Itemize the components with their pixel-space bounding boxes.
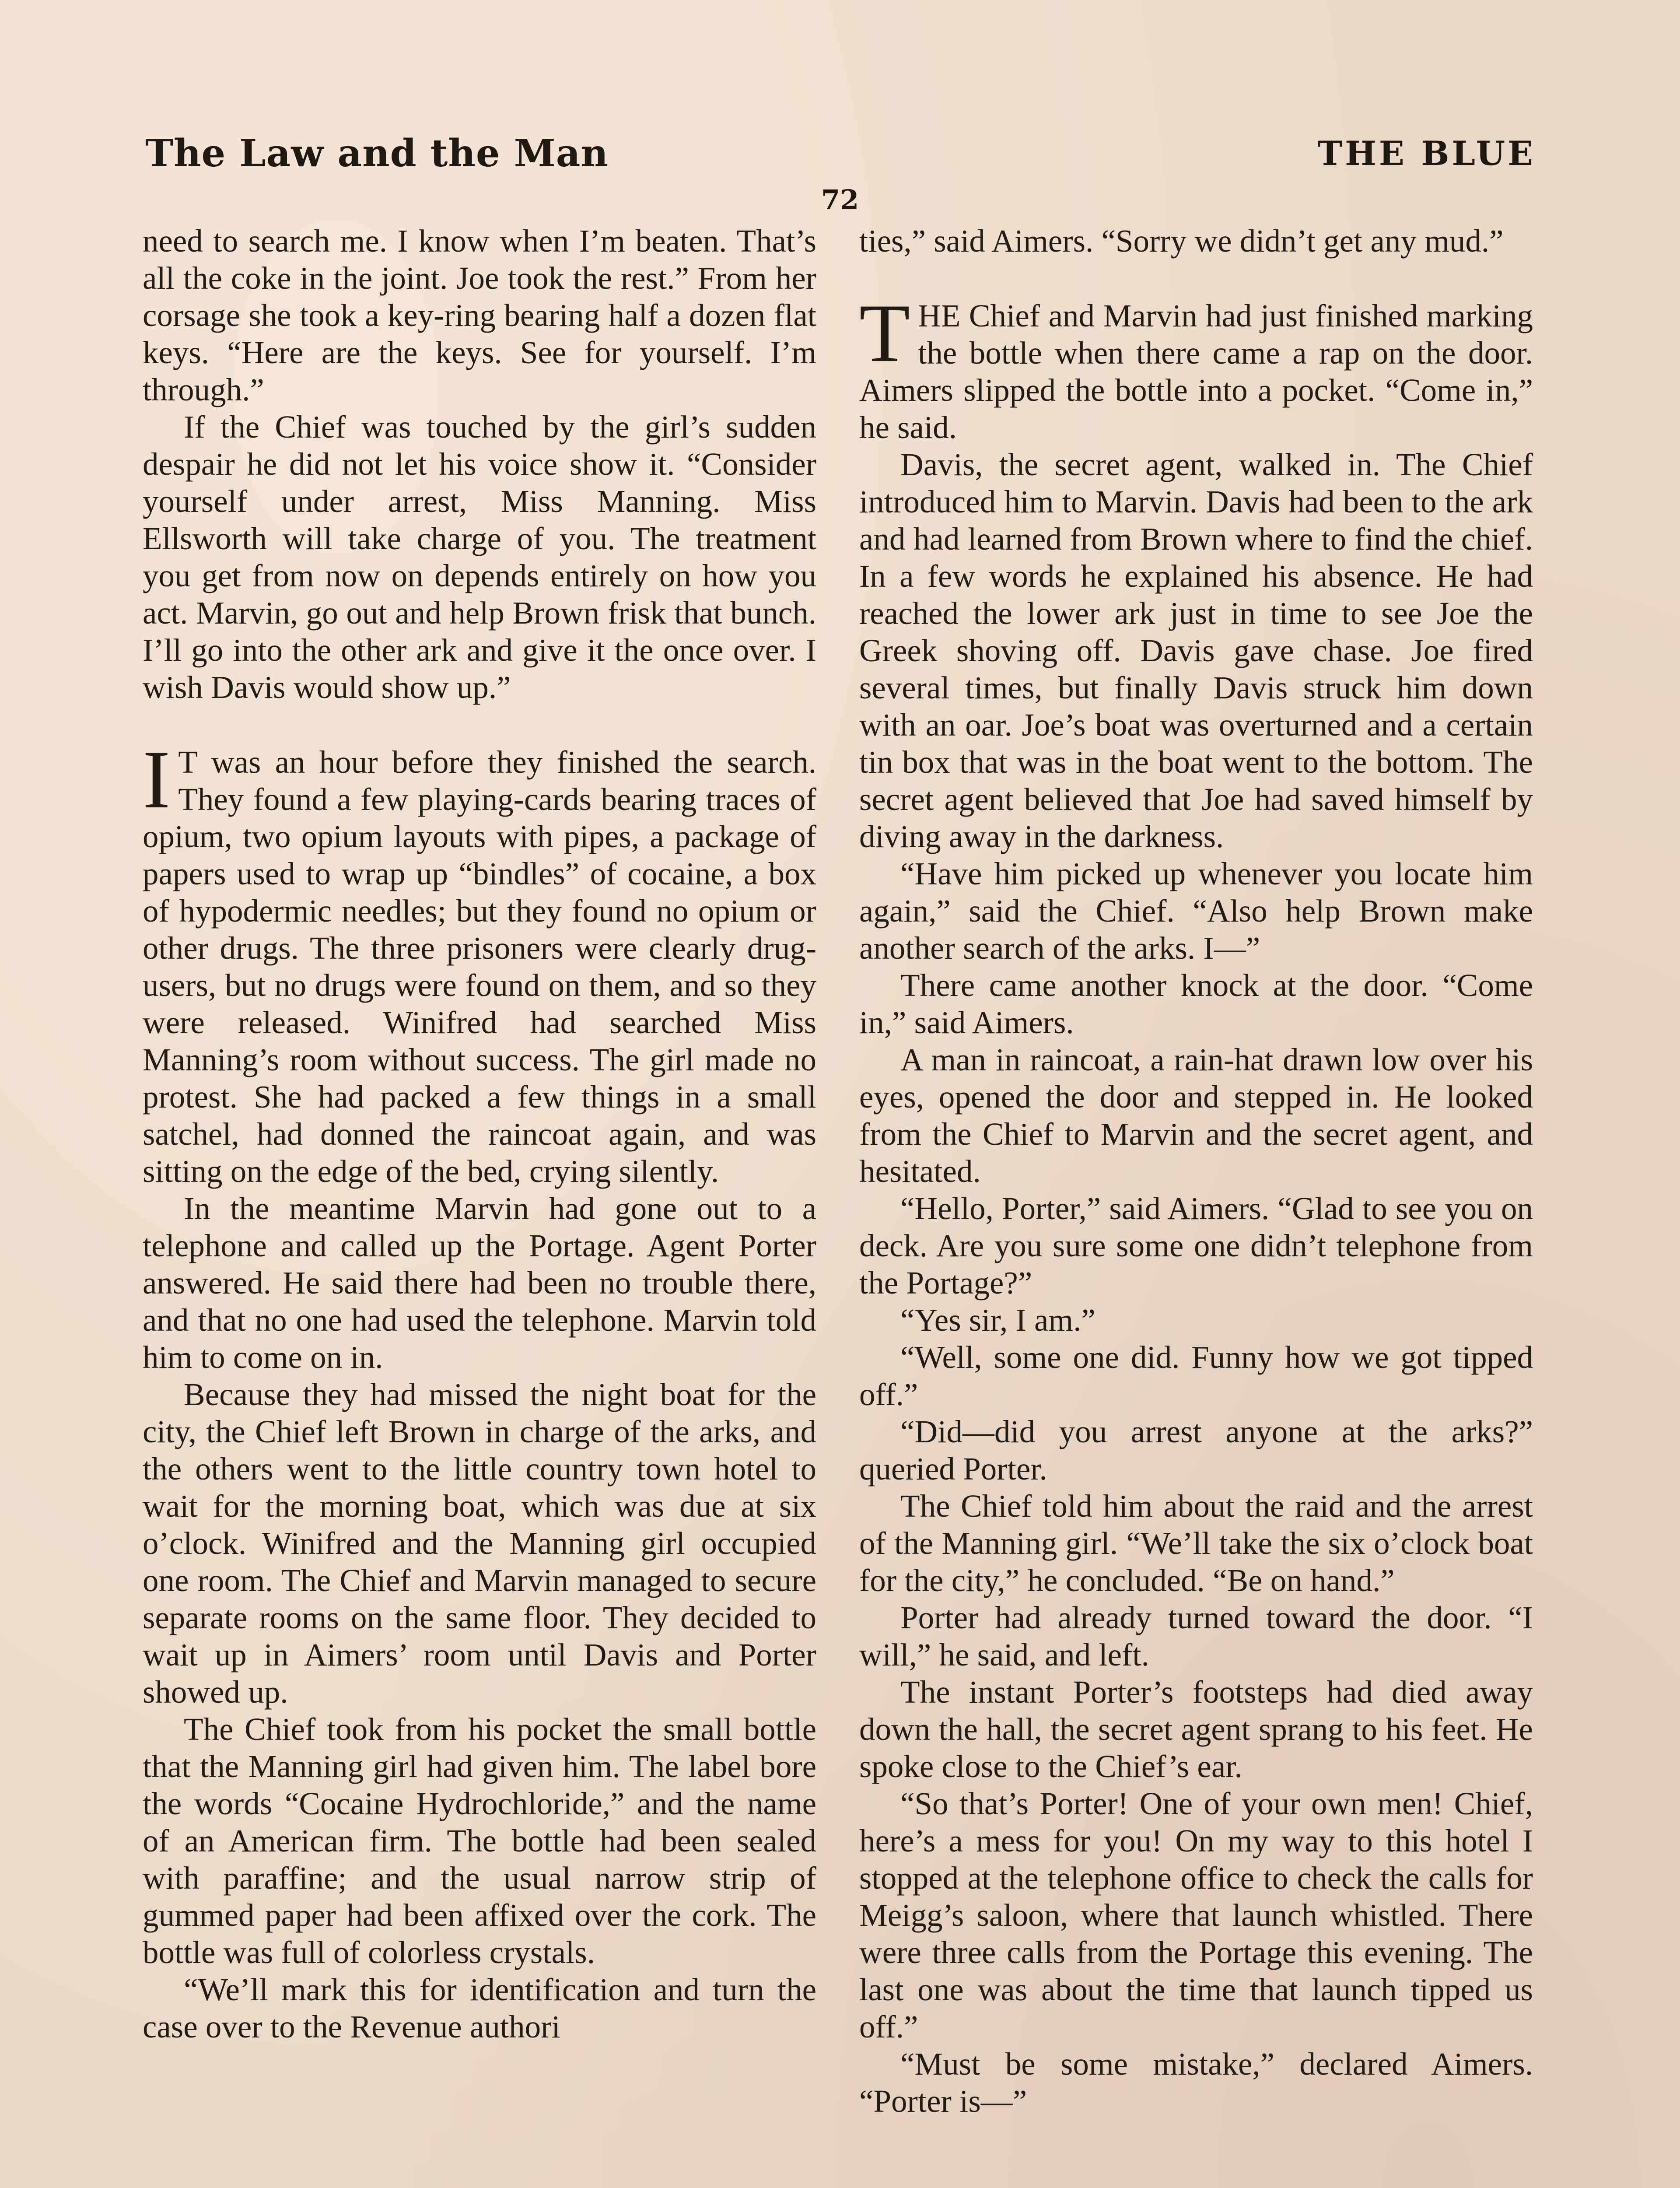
paragraph: need to search me. I know when I’m beaten. That’s all the coke in the joint. Joe took the rest.” From her corsage she took a key-ring bearing half a dozen flat keys. “Here are the keys. See for yourself. I’m through.” [143,223,816,407]
paragraph: “Did—did you arrest anyone at the arks?” queried Porter. [859,1414,1533,1487]
section-paragraph [859,288,1533,446]
left-column [143,222,816,2045]
paragraph: “We’ll mark this for identification and turn the case over to the Revenue authori [143,1972,816,2044]
paragraph: The Chief took from his pocket the small bottle that the Manning girl had given him. The label bore the words “Cocaine Hydrochloride,” and the name of an American firm. The bottle had been sealed with paraffine; and the usual narrow strip of gummed paper had been affixed over the cork. The bottle was full of colorless crystals. [143,1711,816,1970]
paragraph: ties,” said Aimers. “Sorry we didn’t get any mud.” [859,223,1504,259]
paragraph: If the Chief was touched by the girl’s sudden despair he did not let his voice show it. “Consider yourself under arrest, Miss Manning. Miss Ellsworth will take charge of you. The treatment you get from now on depends entirely on how you act. Marvin, go out and help Brown frisk that bunch. I’ll go into the other ark and give it the once over. I wish Davis would show up.” [143,409,816,705]
paragraph: “Well, some one did. Funny how we got tipped off.” [859,1339,1533,1412]
paragraph: Porter had already turned toward the door. “I will,” he said, and left. [859,1600,1533,1673]
paragraph: There came another knock at the door. “Come in,” said Aimers. [859,968,1533,1040]
story-title: The Law and the Man [145,131,609,175]
magazine-title: THE BLUE [1317,134,1536,173]
paragraph: Because they had missed the night boat for the city, the Chief left Brown in charge of the arks, and the others went to the little country town hotel to wait for the morning boat, which was due at six o’clock. Winifred and the Manning girl occupied one room. The Chief and Marvin managed to secure separate rooms on the same floor. They decided to wait up in Aimers’ room until Davis and Porter showed up. [143,1377,816,1710]
paragraph: In the meantime Marvin had gone out to a telephone and called up the Portage. Agent Porter answered. He said there had been no trouble there, and that no one had used the telephone. Marvin told him to come on in. [143,1191,816,1375]
section-paragraph [143,734,816,1190]
paragraph: The instant Porter’s footsteps had died away down the hall, the secret agent sprang to his feet. He spoke close to the Chief’s ear. [859,1674,1533,1784]
paragraph: “Have him picked up whenever you locate him again,” said the Chief. “Also help Brown make another search of the arks. I—” [859,856,1533,966]
paragraph: “So that’s Porter! One of your own men! Chief, here’s a mess for you! On my way to this hotel I stopped at the telephone office to check the calls for Meigg’s saloon, where that launch whistled. There were three calls from the Portage this evening. The last one was about the time that launch tipped us off.” [859,1786,1533,2044]
paragraph-text: HE Chief and Marvin had just finished marking the bottle when there came a rap on the door. Aimers slipped the bottle into a pocket. “Come in,” he said. [859,298,1533,445]
dropcap-letter: T [859,288,910,379]
right-column [859,222,1533,2120]
paragraph: Davis, the secret agent, walked in. The Chief introduced him to Marvin. Davis had been to the ark and had learned from Brown where to find the chief. In a few words he explained his absence. He had reached the lower ark just in time to see Joe the Greek shoving off. Davis gave chase. Joe fired several times, but finally Davis struck him down with an oar. Joe’s boat was overturned and a certain tin box that was in the boat went to the bottom. The secret agent believed that Joe had saved himself by diving away in the darkness. [859,447,1533,854]
paragraph: “Yes sir, I am.” [900,1302,1096,1338]
paragraph: “Must be some mistake,” declared Aimers. “Porter is—” [859,2046,1533,2119]
paragraph: A man in raincoat, a rain-hat drawn low over his eyes, opened the door and stepped in. He looked from the Chief to Marvin and the secret agent, and hesitated. [859,1042,1533,1189]
page-number: 72 [821,184,859,216]
paragraph-text: T was an hour before they finished the search. They found a few playing-cards bearing traces of opium, two opium layouts with pipes, a package of papers used to wrap up “bindles” of cocaine, a box of hypodermic needles; but they found no opium or other drugs. The three prisoners were clearly drug-users, but no drugs were found on them, and so they were released. Winifred had searched Miss Manning’s room without success. The girl made no protest. She had packed a few things in a small satchel, had donned the raincoat again, and was sitting on the edge of the bed, crying silently. [143,744,816,1189]
dropcap-letter: I [143,734,171,826]
paragraph: “Hello, Porter,” said Aimers. “Glad to see you on deck. Are you sure some one didn’t telephone from the Portage?” [859,1191,1533,1301]
paragraph: The Chief told him about the raid and the arrest of the Manning girl. “We’ll take the six o’clock boat for the city,” he concluded. “Be on hand.” [859,1488,1533,1598]
